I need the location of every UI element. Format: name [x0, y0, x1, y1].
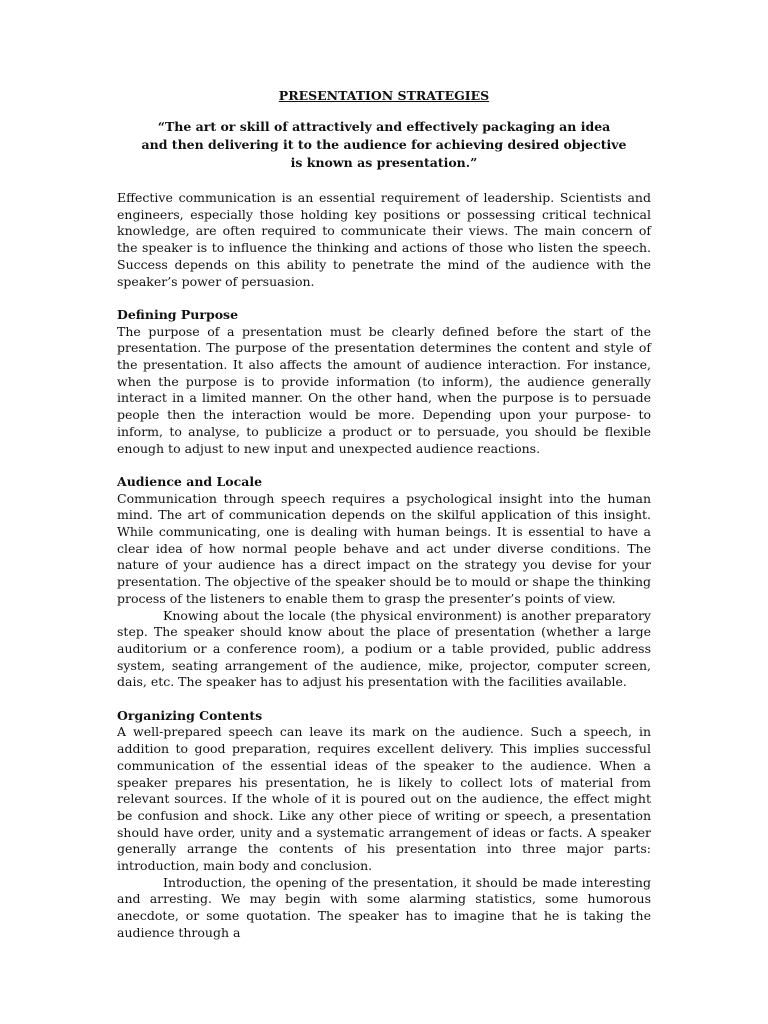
section-paragraph: Knowing about the locale (the physical environment) is another preparatory step. The speaker should know about the place of presentation (whether a large auditorium or a conference room), a podium or a table provided, public address system, seating arrangement of the audience, mike, projector, computer screen, dais, etc. The speaker has to adjust his presentation with the facilities available. [117, 607, 651, 690]
quote-line: “The art or skill of attractively and effectively packaging an idea [157, 119, 611, 134]
section-heading-defining-purpose: Defining Purpose [117, 306, 239, 322]
section-heading-organizing-contents: Organizing Contents [117, 707, 263, 723]
section-paragraph: Introduction, the opening of the presentation, it should be made interesting and arresting. We may begin with some alarming statistics, some humorous anecdote, or some quotation. The speaker has to imagine that he is taking the audience through a [117, 874, 651, 940]
section-paragraph: A well-prepared speech can leave its mark on the audience. Such a speech, in addition to good preparation, requires excellent delivery. This implies successful communication of the essential ideas of the speaker to the audience. When a speaker prepares his presentation, he is likely to collect lots of material from relevant sources. If the whole of it is poured out on the audience, the effect might be confusion and shock. Like any other piece of writing or speech, a presentation should have order, unity and a systematic arrangement of ideas or facts. A speaker generally arrange the contents of his presentation into three major parts: introduction, main body and conclusion. [117, 724, 651, 874]
opening-quote [117, 118, 651, 172]
document-title: PRESENTATION STRATEGIES [278, 88, 490, 103]
document-page [117, 88, 651, 942]
section-paragraph: The purpose of a presentation must be clearly defined before the start of the presentation. The purpose of the presentation determines the content and style of the presentation. It also affects the amount of audience interaction. For instance, when the purpose is to provide information (to inform), the audience generally interact in a limited manner. On the other hand, when the purpose is to persuade people then the interaction would be more. Depending upon your purpose- to inform, to analyse, to publicize a product or to persuade, you should be flexible enough to adjust to new input and unexpected audience reactions. [117, 323, 651, 456]
section-heading-audience-and-locale: Audience and Locale [117, 473, 263, 489]
intro-paragraph: Effective communication is an essential requirement of leadership. Scientists and engineers, especially those holding key positions or possessing critical technical knowledge, are often required to communicate their views. The main concern of the speaker is to influence the thinking and actions of those who listen the speech. Success depends on this ability to penetrate the mind of the audience with the speaker’s power of persuasion. [117, 190, 651, 289]
quote-line: and then delivering it to the audience for achieving desired objective [141, 137, 627, 152]
section-paragraph: Communication through speech requires a psychological insight into the human mind. The art of communication depends on the skilful application of this insight. While communicating, one is dealing with human beings. It is essential to have a clear idea of how normal people behave and act under diverse conditions. The nature of your audience has a direct impact on the strategy you devise for your presentation. The objective of the speaker should be to mould or shape the thinking process of the listeners to enable them to grasp the presenter’s points of view. [117, 490, 651, 606]
quote-line: is known as presentation.” [290, 155, 478, 170]
